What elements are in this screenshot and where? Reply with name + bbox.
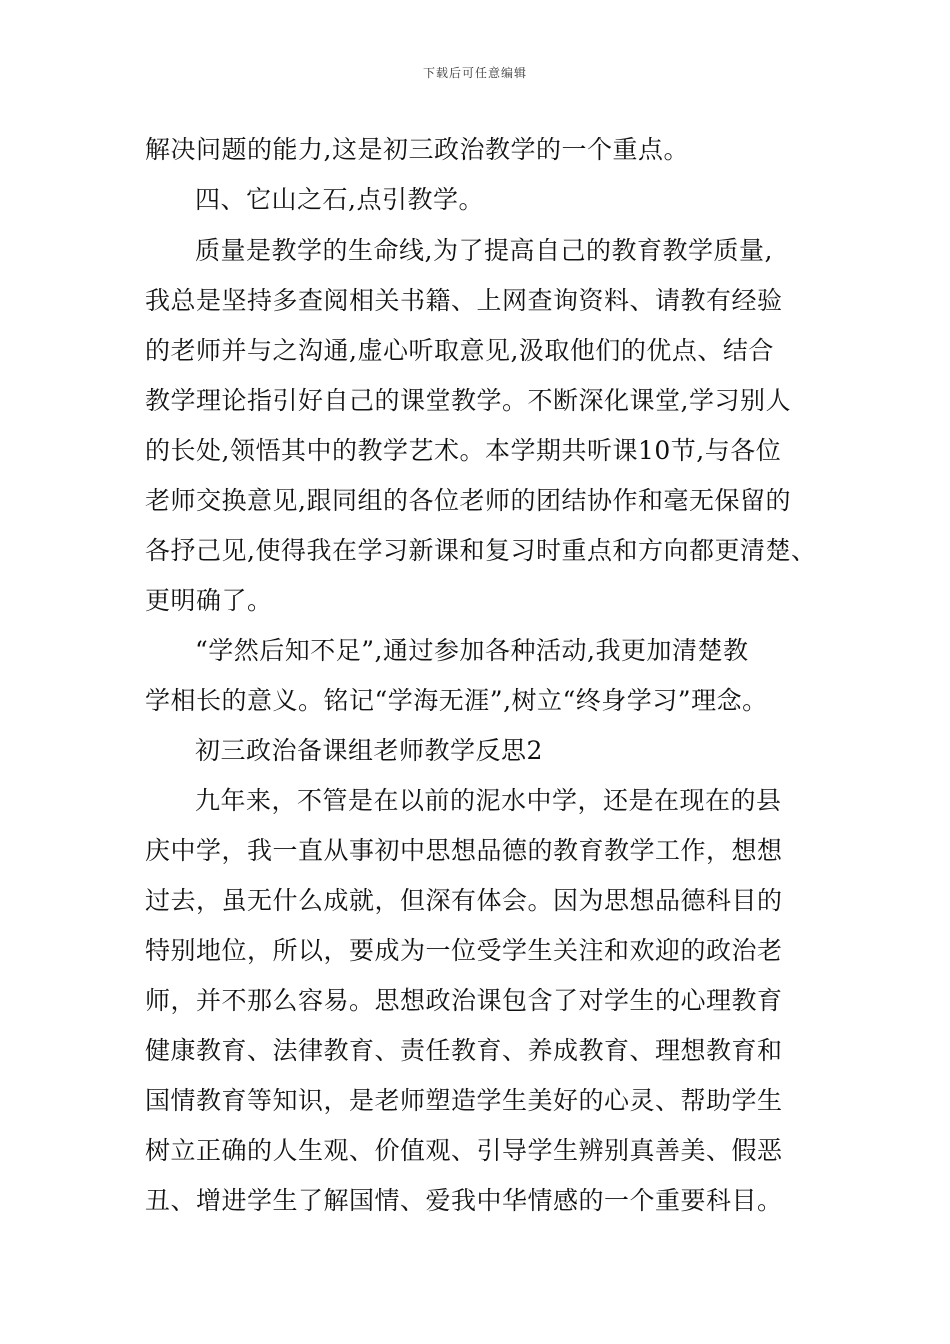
paragraph-line: 特别地位，所以，要成为一位受学生关注和欢迎的政治老 [145, 936, 783, 965]
paragraph-line: 更明确了。 [145, 586, 273, 615]
paragraph-line: 教学理论指引好自己的课堂教学。不断深化课堂,学习别人 [145, 386, 791, 415]
paragraph-line: 过去，虽无什么成就，但深有体会。因为思想品德科目的 [145, 886, 783, 915]
paragraph-line: 国情教育等知识，是老师塑造学生美好的心灵、帮助学生 [145, 1086, 783, 1115]
paragraph-line: 的长处,领悟其中的教学艺术。本学期共听课10节,与各位 [145, 436, 782, 465]
paragraph-line: 的老师并与之沟通,虚心听取意见,汲取他们的优点、结合 [145, 336, 774, 365]
paragraph-line: 树立正确的人生观、价值观、引导学生辨别真善美、假恶 [145, 1136, 783, 1165]
paragraph-line: 我总是坚持多查阅相关书籍、上网查询资料、请教有经验 [145, 286, 783, 315]
paragraph-line: 解决问题的能力,这是初三政治教学的一个重点。 [145, 135, 689, 164]
paragraph-line: 丑、增进学生了解国情、爱我中华情感的一个重要科目。 [145, 1186, 783, 1215]
paragraph-line: 师，并不那么容易。思想政治课包含了对学生的心理教育 [145, 986, 783, 1015]
page-header-note: 下载后可任意编辑 [422, 66, 527, 80]
paragraph-line: 各抒己见,使得我在学习新课和复习时重点和方向都更清楚、 [145, 536, 817, 565]
paragraph-line: 九年来，不管是在以前的泥水中学，还是在现在的县 [195, 786, 782, 815]
paragraph-line: 庆中学，我一直从事初中思想品德的教育教学工作，想想 [145, 836, 783, 865]
section-title: 初三政治备课组老师教学反思2 [195, 736, 543, 765]
paragraph-line: 健康教育、法律教育、责任教育、养成教育、理想教育和 [145, 1036, 783, 1065]
paragraph-line: “学然后知不足”,通过参加各种活动,我更加清楚教 [195, 636, 749, 665]
paragraph-line: 学相长的意义。铭记“学海无涯”,树立“终身学习”理念。 [145, 686, 768, 715]
paragraph-line: 质量是教学的生命线,为了提高自己的教育教学质量, [195, 236, 773, 265]
section-heading: 四、它山之石,点引教学。 [195, 185, 484, 214]
paragraph-line: 老师交换意见,跟同组的各位老师的团结协作和毫无保留的 [145, 486, 791, 515]
